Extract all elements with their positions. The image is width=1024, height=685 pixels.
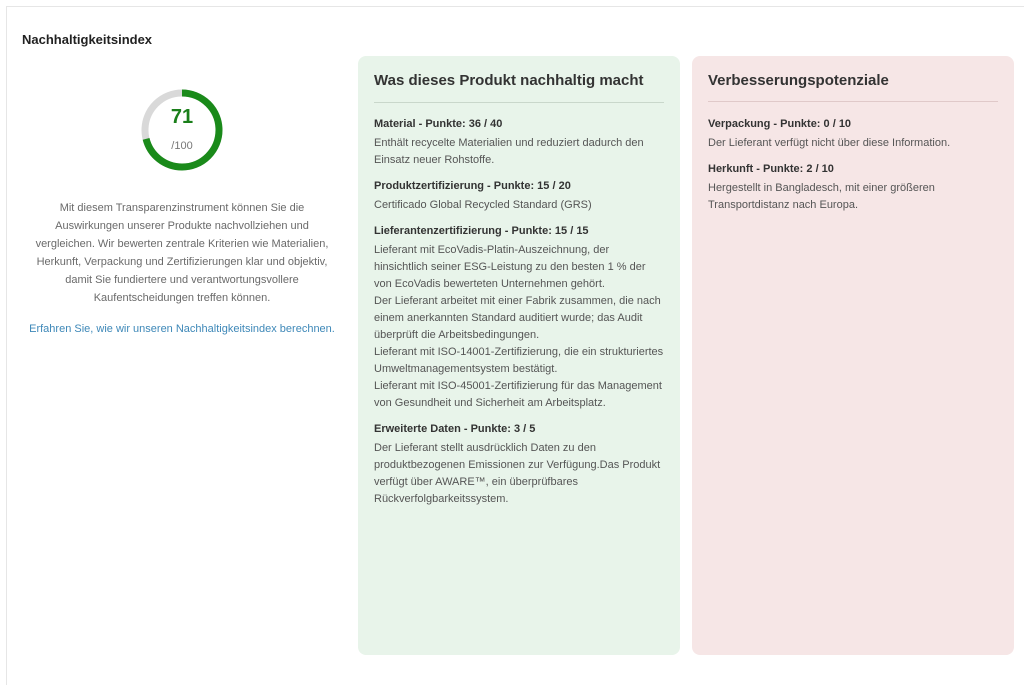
criterion-text: Der Lieferant verfügt nicht über diese Information. — [708, 137, 951, 149]
criterion-item — [374, 117, 664, 169]
negative-divider — [708, 101, 998, 102]
criterion-title: Herkunft - Punkte: 2 / 10 — [708, 163, 834, 175]
learn-more-link[interactable]: Erfahren Sie, wie wir unseren Nachhaltigkeitsindex berechnen. — [29, 323, 335, 335]
criterion-item — [374, 422, 664, 508]
negative-criteria-list — [708, 117, 998, 214]
negative-card-title: Verbesserungspotenziale — [708, 72, 889, 89]
criterion-title: Erweiterte Daten - Punkte: 3 / 5 — [374, 423, 536, 435]
score-value: 71 — [170, 106, 194, 128]
positive-card-title: Was dieses Produkt nachhaltig macht — [374, 72, 644, 89]
index-description: Mit diesem Transparenzinstrument können Sie die Auswirkungen unserer Produkte nachvollziehen und vergleichen. Wir bewerten zentrale Kriterien wie Materialien, Herkunft, Verpackung und Zertifizierungen klar und objektiv, damit Sie fundiertere und verantwortungsvollere Kaufentscheidungen treffen können. — [35, 202, 329, 304]
score-gauge — [136, 84, 228, 176]
criterion-text: Hergestellt in Bangladesch, mit einer größeren Transportdistanz nach Europa. — [708, 182, 935, 211]
criterion-item — [374, 224, 664, 412]
positive-card — [358, 56, 680, 655]
criterion-item — [374, 179, 664, 214]
score-max: /100 — [171, 140, 193, 152]
positive-divider — [374, 102, 664, 103]
criterion-title: Lieferantenzertifizierung - Punkte: 15 / 15 — [374, 225, 589, 237]
criterion-item — [708, 162, 998, 214]
positive-criteria-list — [374, 117, 664, 508]
score-column — [22, 84, 342, 337]
criterion-text: Der Lieferant stellt ausdrücklich Daten zu den produktbezogenen Emissionen zur Verfügung.Das Produkt verfügt über AWARE™, ein überprüfbares Rückverfolgbarkeitssystem. — [374, 442, 661, 505]
criterion-title: Produktzertifizierung - Punkte: 15 / 20 — [374, 180, 571, 192]
criterion-title: Verpackung - Punkte: 0 / 10 — [708, 118, 852, 130]
criterion-item — [708, 117, 998, 152]
criterion-text: Certificado Global Recycled Standard (GRS) — [374, 199, 592, 211]
criterion-text: Enthält recycelte Materialien und reduziert dadurch den Einsatz neuer Rohstoffe. — [374, 137, 644, 166]
section-title: Nachhaltigkeitsindex — [22, 32, 153, 47]
negative-card — [692, 56, 1014, 655]
criterion-title: Material - Punkte: 36 / 40 — [374, 118, 503, 130]
gauge-ring-icon — [136, 84, 228, 176]
criterion-text: Lieferant mit EcoVadis-Platin-Auszeichnung, der hinsichtlich seiner ESG-Leistung zu den besten 1 % der von EcoVadis bewerteten Unternehmen gehört. Der Lieferant arbeitet mit einer Fabrik zusammen, die nach einem anerkannten Standard auditiert wurde; das Audit überprüft die Arbeitsbedingungen. Lieferant mit ISO-14001-Zertifizierung, die ein strukturiertes Umweltmanagementsystem bestätigt. Lieferant mit ISO-45001-Zertifizierung für das Management von Gesundheit und Sicherheit am Arbeitsplatz. — [374, 244, 664, 409]
